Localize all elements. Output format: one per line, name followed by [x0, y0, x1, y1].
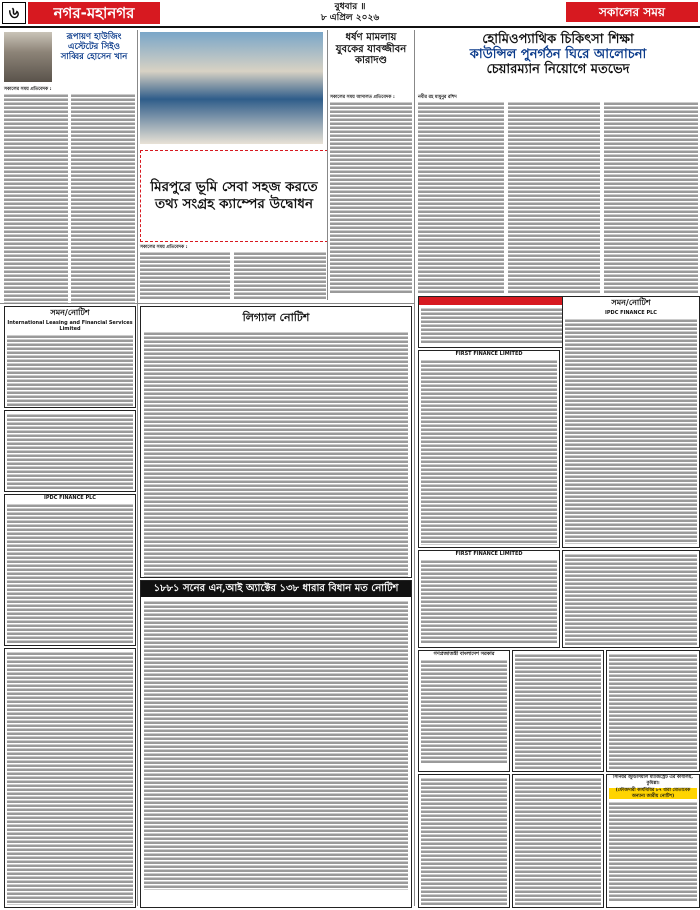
lead-headline-box	[140, 150, 328, 242]
top-right-headline-1: হোমিওপ্যাথিক চিকিৎসা শিক্ষা	[482, 32, 634, 47]
left-notice-text	[7, 334, 133, 406]
right-notice-2-title: সমন/নোটিশ	[611, 297, 651, 307]
date: ৮ এপ্রিল ২০২৬	[320, 13, 380, 23]
dateline	[270, 2, 430, 24]
court-notice-5-text	[515, 777, 601, 905]
right-notice-box-3	[418, 550, 560, 648]
col-divider-1	[137, 30, 138, 906]
left-notice-box	[4, 306, 136, 408]
court-notice-1-heading: গণপ্রজাতন্ত্রী বাংলাদেশ সরকার	[433, 651, 495, 657]
legal-notice-text	[144, 331, 408, 578]
left-byline: সকালের সময় প্রতিবেদক :	[4, 87, 52, 92]
left-notice-3-company: IPDC FINANCE PLC	[44, 495, 96, 501]
court-notice-6-text	[609, 801, 697, 901]
tr-col-c	[604, 101, 698, 293]
court-notice-2-text	[515, 653, 601, 769]
mid-byline: সকালের সময় আদালত প্রতিবেদক :	[330, 95, 395, 100]
legal-notice-box	[140, 306, 412, 578]
right-notice-box-1	[418, 350, 560, 548]
right-notice-4-text	[565, 553, 697, 645]
left-notice-box-2	[4, 410, 136, 492]
weekday: বুধবার ॥	[334, 2, 366, 12]
lead-col-b	[234, 251, 326, 299]
left-notice-company: International Leasing and Financial Services Limited	[7, 320, 133, 332]
lead-col-a	[140, 251, 230, 299]
left-notice-text-4	[7, 651, 133, 905]
top-right-headline	[418, 32, 698, 77]
left-notice-text-2	[7, 413, 133, 489]
event-photo	[140, 32, 323, 144]
court-notice-3-text	[609, 653, 697, 769]
col-divider-3	[414, 30, 415, 906]
right-notice-1-company: FIRST FINANCE LIMITED	[455, 351, 523, 357]
tr-col-b	[508, 101, 600, 293]
ni-act-text	[144, 600, 408, 890]
court-notice-1	[418, 650, 510, 772]
right-notice-3-company: FIRST FINANCE LIMITED	[455, 551, 523, 557]
portrait-photo	[4, 32, 52, 82]
page-number: ৬	[2, 2, 26, 24]
mid-headline: ধর্ষণ মামলায় যুবকের যাবজ্জীবন কারাদণ্ড	[335, 32, 407, 66]
right-notice-box-4	[562, 550, 700, 648]
top-right-headline-2: কাউন্সিল পুনর্গঠন ঘিরে আলোচনা	[469, 47, 647, 62]
court-notice-2	[512, 650, 604, 772]
left-notice-text-3	[7, 503, 133, 643]
right-notice-2-company: IPDC FINANCE PLC	[605, 310, 657, 316]
highlight-band: (ফৌজদারী কার্যবিধির ৮৭ ধারা মোতাবেক অন্যান্য জারীয় নোটিশ)	[609, 788, 697, 799]
legal-notice-title: লিগ্যাল নোটিশ	[242, 311, 310, 324]
section-title: নগর-মহানগর	[28, 2, 160, 24]
left-headline: রূপায়ণ হাউজিং এস্টেটের সিইও সাব্বির হোসেন খান	[60, 32, 128, 62]
top-right-headline-3: চেয়ারম্যান নিয়োগে মতভেদ	[486, 62, 630, 77]
right-notice-1-text	[421, 359, 557, 545]
ni-act-title: ১৮৮১ সনের এন,আই অ্যাক্টের ১৩৮ ধারার বিধান মত নোটিশ	[141, 581, 411, 597]
left-col-text-b	[71, 93, 135, 303]
right-notice-2-text	[565, 318, 697, 544]
tr-col-a	[418, 101, 504, 293]
court-notice-4	[418, 774, 510, 908]
left-notice-box-3	[4, 494, 136, 646]
ni-act-notice-box	[140, 580, 412, 908]
court-notice-6	[606, 774, 700, 908]
divider-1	[0, 303, 414, 304]
header-rule	[0, 26, 700, 28]
court-notice-4-text	[421, 777, 507, 905]
col-divider-2	[327, 30, 328, 300]
court-notice-3	[606, 650, 700, 772]
right-notice-box-2	[562, 296, 700, 548]
left-col-text-a	[4, 93, 68, 303]
lead-headline: মিরপুরে ভূমি সেবা সহজ করতে তথ্য সংগ্রহ ক্যাম্পের উদ্বোধন	[150, 179, 318, 212]
newspaper-logo: সকালের সময়	[566, 2, 698, 22]
top-right-byline: নবীর রহ মামুনুর রশিদ	[418, 95, 457, 100]
lead-byline: সকালের সময় প্রতিবেদক :	[140, 245, 188, 250]
right-notice-3-text	[421, 559, 557, 643]
mid-col-text	[330, 101, 412, 293]
left-notice-box-4	[4, 648, 136, 908]
court-notice-5	[512, 774, 604, 908]
left-notice-title: সমন/নোটিশ	[50, 307, 90, 317]
court-notice-1-text	[421, 659, 507, 763]
court-notice-6-sub: সিনিয়র জুডিসিয়াল ম্যাজিস্ট্রেট এর কার্যালয়, কুমিল্লা।	[613, 775, 693, 786]
